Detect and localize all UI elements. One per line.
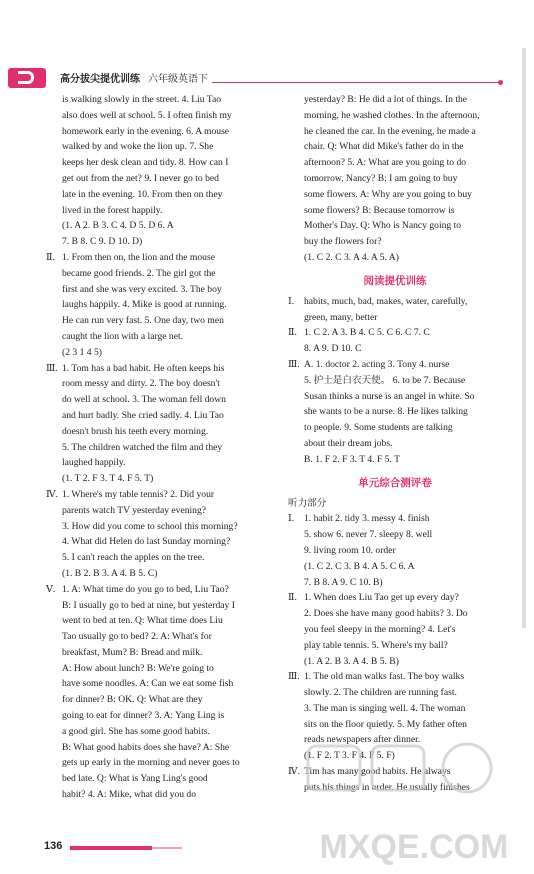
answer-text: also does well at school. 5. I often finish my [62, 109, 232, 121]
section-marker: Ⅳ. [46, 488, 58, 500]
watermark-logo-icon [302, 740, 526, 870]
answer-text: have some noodles. A: Can we eat some fish [62, 678, 234, 690]
answer-text: 3. How did you come to school this morning? [62, 520, 238, 532]
answer-line [46, 598, 270, 614]
answer-line [46, 755, 270, 771]
listening-subheading: 听力部分 [288, 497, 327, 509]
answer-text: get out from the net? 9. I never go to bed [62, 172, 219, 184]
answer-text: (1. B 2. B 3. A 4. B 5. C) [62, 567, 158, 579]
answer-text: bed late. Q: What is Yang Ling's good [62, 773, 208, 785]
answer-text: morning, he washed clothes. In the afternoon, [304, 109, 480, 121]
answer-text: 7. B 8. A 9. C 10. B) [304, 576, 383, 588]
answer-line [288, 717, 502, 733]
answer-line [46, 519, 270, 535]
answer-line [46, 139, 270, 155]
answer-text: (1. A 2. B 3. A 4. B 5. B) [304, 655, 399, 667]
answer-text: sits on the floor quietly. 5. My father often [304, 718, 467, 730]
section-heading-reading: 阅读提优训练 [363, 274, 427, 287]
answer-line [288, 701, 502, 717]
section-marker: Ⅰ. [288, 295, 295, 307]
answer-text: going to eat for dinner? 3. A: Yang Ling is [62, 710, 225, 722]
answer-line [46, 376, 270, 392]
right-column [288, 92, 502, 796]
answer-text: first and she was very excited. 3. The boy [62, 283, 222, 295]
answer-text: walked by and woke the lion up. 7. She [62, 141, 214, 153]
watermark-text: MXQE.COM [319, 828, 509, 866]
answer-text: caught the lion with a large net. [62, 330, 184, 342]
answer-text: some flowers. A: Why are you going to buy [304, 188, 472, 200]
answer-line [46, 187, 270, 203]
answer-text: puts his things in order. He usually finishes [304, 781, 470, 793]
answer-line [46, 440, 270, 456]
answer-line [288, 171, 502, 187]
answer-line [288, 654, 502, 670]
answer-text: Tim has many good habits. He always [304, 766, 451, 778]
answer-text: and hurt badly. She cried sadly. 4. Liu Tao [62, 409, 224, 421]
answer-text: 3. The man is singing well. 4. The woman [304, 702, 466, 714]
answer-text: 1. Where's my table tennis? 2. Did your [62, 488, 215, 500]
answer-text: (1. C 2. C 3. A 4. A 5. A) [304, 251, 399, 263]
answer-line [288, 685, 502, 701]
answer-text: A. 1. doctor 2. acting 3. Tony 4. nurse [304, 358, 450, 370]
answer-text: habits, much, bad, makes, water, carefully, [304, 295, 468, 307]
right-top-answers [288, 92, 502, 266]
answer-text: became good friends. 2. The girl got the [62, 267, 216, 279]
answer-line [46, 708, 270, 724]
answer-line [288, 511, 502, 527]
answer-line [288, 575, 502, 591]
answer-line [46, 92, 270, 108]
answer-text: He can run very fast. 5. One day, two men [62, 315, 224, 327]
answer-line [288, 310, 502, 326]
answer-text: 1. When does Liu Tao get up every day? [304, 592, 459, 604]
answer-text: doesn't brush his teeth every morning. [62, 425, 209, 437]
answer-line [46, 771, 270, 787]
answer-text: 4. What did Helen do last Sunday morning? [62, 536, 231, 548]
section-marker: Ⅳ. [288, 766, 300, 778]
answer-line [46, 582, 270, 598]
answer-text: habit? 4. A: Mike, what did you do [62, 789, 197, 801]
answer-line [288, 250, 502, 266]
answer-line [46, 282, 270, 298]
answer-line [288, 341, 502, 357]
answer-text: a good girl. She has some good habits. [62, 725, 210, 737]
answer-line [46, 203, 270, 219]
answer-line [46, 613, 270, 629]
answer-line [288, 357, 502, 373]
answer-line [288, 155, 502, 171]
answer-text: yesterday? B: He did a lot of things. In the [304, 94, 468, 105]
answer-line [46, 124, 270, 140]
answer-text: B: What good habits does she have? A: She [62, 741, 230, 753]
answer-line [288, 108, 502, 124]
answer-text: afternoon? 5. A: What are you going to do [304, 157, 467, 169]
answer-text: 1. habit 2. tidy 3. messy 4. finish [304, 513, 430, 525]
answer-line [46, 234, 270, 250]
answer-text: B. 1. F 2. F 3. T 4. F 5. T [304, 453, 400, 465]
answer-line [288, 638, 502, 654]
answer-line [288, 669, 502, 685]
page-header [0, 64, 534, 90]
answer-text: reads newspapers after dinner. [304, 734, 421, 746]
answer-line [288, 404, 502, 420]
answer-text: 5. I can't reach the apples on the tree. [62, 552, 205, 564]
answer-line [288, 325, 502, 341]
answer-text: she wants to be a nurse. 8. He likes talking [304, 406, 468, 418]
answer-text: parents watch TV yesterday evening? [62, 504, 207, 516]
answer-text: some flowers? B: Because tomorrow is [304, 204, 455, 216]
answer-line [288, 203, 502, 219]
answer-text: about their dream jobs. [304, 437, 393, 449]
answer-line [288, 543, 502, 559]
answer-line [46, 676, 270, 692]
left-column [46, 92, 270, 803]
answer-text: 1. From then on, the lion and the mouse [62, 251, 215, 263]
page-edge-scrollbar [522, 48, 526, 628]
answer-text: (1. T 2. F 3. T 4. F 5. T) [62, 473, 154, 485]
section-marker: Ⅲ. [288, 358, 300, 370]
answer-line [288, 294, 502, 310]
answer-text: you feel sleepy in the morning? 4. Let's [304, 623, 456, 635]
answer-line [46, 692, 270, 708]
answer-line [46, 566, 270, 582]
answer-line [288, 559, 502, 575]
answer-line [288, 606, 502, 622]
section-marker: Ⅱ. [288, 327, 297, 339]
answer-line [288, 92, 502, 108]
grade-subject-label: 六年级英语下 [148, 74, 208, 85]
answer-text: is walking slowly in the street. 4. Liu Tao [62, 94, 222, 105]
answer-text: homework early in the evening. 6. A mouse [62, 125, 230, 137]
answer-text: slowly. 2. The children are running fast. [304, 687, 457, 699]
answer-text: 5. show 6. never 7. sleepy 8. well [304, 529, 433, 541]
answer-line [46, 329, 270, 345]
answer-line [46, 550, 270, 566]
answer-line [46, 629, 270, 645]
section-marker: Ⅱ. [46, 251, 55, 263]
answer-text: 2. Does she have many good habits? 3. Do [304, 608, 468, 620]
answer-text: do well at school. 3. The woman fell down [62, 394, 226, 406]
answer-line [46, 408, 270, 424]
book-logo-icon [8, 68, 46, 88]
answer-line [46, 503, 270, 519]
answer-text: 7. B 8. C 9. D 10. D) [62, 236, 143, 248]
answer-text: A: How about lunch? B: We're going to [62, 662, 214, 674]
answer-line [46, 455, 270, 471]
answer-line [46, 392, 270, 408]
answer-line [288, 420, 502, 436]
answer-text: 1. A: What time do you go to bed, Liu Tao? [62, 583, 229, 595]
answer-text: (1. F 2. T 3. F 4. F 5. F) [304, 750, 395, 762]
answer-line [46, 487, 270, 503]
reading-answers [288, 294, 502, 468]
answer-line [46, 313, 270, 329]
answer-line [46, 661, 270, 677]
answer-text: 1. The old man walks fast. The boy walks [304, 671, 465, 683]
answer-line [46, 266, 270, 282]
answer-line [288, 187, 502, 203]
answer-text: he cleaned the car. In the evening, he made a [304, 125, 476, 137]
answer-text: 1. Tom has a bad habit. He often keeps his [62, 362, 225, 374]
answer-text: laughed happily. [62, 457, 126, 469]
answer-text: green, many, better [304, 311, 378, 323]
answer-text: to people. 9. Some students are talking [304, 422, 453, 434]
answer-line [288, 622, 502, 638]
answer-text: play table tennis. 5. Where's my ball? [304, 639, 448, 651]
answer-line [46, 724, 270, 740]
answer-text: went to bed at ten. Q: What time does Liu [62, 615, 223, 627]
answer-text: Tao usually go to bed? 2. A: What's for [62, 631, 212, 643]
answer-text: room messy and dirty. 2. The boy doesn't [62, 378, 220, 390]
answer-text: 9. living room 10. order [304, 544, 396, 556]
section-marker: Ⅰ. [288, 513, 295, 525]
answer-line [288, 139, 502, 155]
page-number: 136 [44, 840, 63, 852]
answer-text: keeps her desk clean and tidy. 8. How can I [62, 157, 229, 169]
answer-line [46, 250, 270, 266]
answer-text: 5. The children watched the film and they [62, 441, 223, 453]
footer-accent-bar [70, 846, 152, 850]
answer-line [46, 171, 270, 187]
answer-line [46, 155, 270, 171]
answer-line [46, 534, 270, 550]
answer-text: Susan thinks a nurse is an angel in white. So [304, 390, 475, 402]
answer-line [288, 452, 502, 468]
answer-line [46, 740, 270, 756]
answer-line [288, 124, 502, 140]
answer-text: breakfast, Mum? B: Bread and milk. [62, 646, 203, 658]
answer-text: buy the flowers for? [304, 236, 382, 248]
answer-line [288, 527, 502, 543]
section-heading-unit-test: 单元综合测评卷 [358, 476, 432, 489]
footer-accent-bar-light [152, 847, 182, 849]
book-series-title: 高分拔尖提优训练 [60, 74, 140, 85]
answer-text: gets up early in the morning and never goes to [62, 757, 240, 769]
answer-line [288, 218, 502, 234]
answer-line [46, 297, 270, 313]
answer-text: lived in the forest happily. [62, 204, 163, 216]
answer-text: late in the evening. 10. From then on they [62, 188, 223, 200]
answer-line [46, 471, 270, 487]
answer-line [288, 234, 502, 250]
section-marker: Ⅱ. [288, 592, 297, 604]
answer-text: 5. 护士是白衣天使。 6. to be 7. Because [304, 374, 466, 386]
answer-text: for dinner? B: OK. Q: What are they [62, 694, 203, 706]
answer-text: 8. A 9. D 10. C [304, 343, 362, 355]
answer-line [46, 424, 270, 440]
answer-text: B: I usually go to bed at nine, but yesterday I [62, 599, 235, 611]
answer-line [46, 108, 270, 124]
answer-text: laughs happily. 4. Mike is good at running. [62, 299, 227, 311]
answer-text: chair. Q: What did Mike's father do in the [304, 141, 464, 153]
answer-line [46, 345, 270, 361]
answer-line [46, 645, 270, 661]
answer-text: (1. C 2. C 3. B 4. A 5. C 6. A [304, 560, 415, 572]
answer-line [46, 361, 270, 377]
answer-text: (2 3 1 4 5) [62, 346, 102, 358]
answer-text: Mother's Day. Q: Who is Nancy going to [304, 220, 462, 232]
answer-line [288, 373, 502, 389]
section-marker: Ⅲ. [46, 362, 58, 374]
answer-text: (1. A 2. B 3. C 4. D 5. D 6. A [62, 220, 174, 232]
header-rule [212, 82, 500, 83]
answer-text: tomorrow, Nancy? B: I am going to buy [304, 172, 458, 184]
section-marker: Ⅲ. [288, 671, 300, 683]
section-marker: Ⅴ. [46, 583, 56, 595]
answer-line [288, 436, 502, 452]
answer-text: 1. C 2. A 3. B 4. C 5. C 6. C 7. C [304, 327, 430, 339]
answer-line [288, 389, 502, 405]
answer-line [288, 590, 502, 606]
answer-line [46, 218, 270, 234]
answer-line [46, 787, 270, 803]
